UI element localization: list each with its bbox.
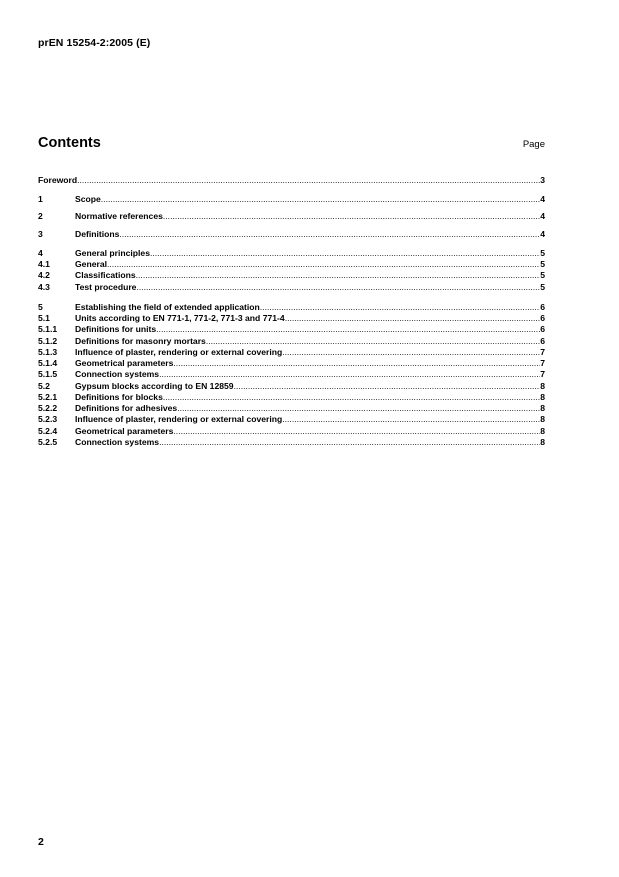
toc-leader (101, 194, 540, 205)
toc-title: Geometrical parameters (75, 426, 174, 436)
toc-leader (282, 414, 540, 425)
toc-entry-5-2-5[interactable] (38, 437, 545, 448)
toc-title: Definitions for adhesives (75, 403, 178, 413)
toc-page: 5 (540, 259, 545, 269)
toc-number: 4.2 (38, 270, 50, 280)
toc-title: Gypsum blocks according to EN 12859 (75, 381, 234, 391)
toc-entry-5-1-3[interactable] (38, 347, 545, 358)
toc-leader (163, 392, 540, 403)
page-number: 2 (38, 836, 44, 848)
toc-number: 5 (38, 302, 43, 312)
toc-number: 4.3 (38, 282, 50, 292)
toc-leader (150, 248, 540, 259)
toc-title: Definitions (75, 229, 120, 239)
toc-page: 7 (540, 347, 545, 357)
toc-leader (206, 336, 540, 347)
toc-number: 4 (38, 248, 43, 258)
toc-entry-4-1[interactable] (38, 259, 545, 270)
toc-page: 8 (540, 414, 545, 424)
toc-title: Foreword (38, 175, 78, 185)
toc-leader (173, 426, 540, 437)
toc-entry-5-1-2[interactable] (38, 336, 545, 347)
toc-entry-5-2-2[interactable] (38, 403, 545, 414)
toc-leader (285, 313, 541, 324)
toc-page: 3 (540, 175, 545, 185)
toc-page: 8 (540, 403, 545, 413)
toc-entry-foreword[interactable] (38, 175, 545, 186)
toc-page: 8 (540, 392, 545, 402)
toc-page: 7 (540, 369, 545, 379)
toc-number: 5.2.4 (38, 426, 58, 436)
toc-leader (163, 211, 540, 222)
toc-entry-5-2[interactable] (38, 381, 545, 392)
page-column-label: Page (522, 139, 545, 150)
toc-number: 3 (38, 229, 43, 239)
toc-page: 6 (540, 302, 545, 312)
toc-number: 4.1 (38, 259, 50, 269)
toc-page: 8 (540, 437, 545, 447)
toc-title: General (75, 259, 108, 269)
toc-entry-4-3[interactable] (38, 282, 545, 293)
toc-entry-4-2[interactable] (38, 270, 545, 281)
toc-page: 4 (540, 229, 545, 239)
toc-leader (282, 347, 540, 358)
toc-entry-5-1-5[interactable] (38, 369, 545, 380)
document-id: prEN 15254-2:2005 (E) (38, 37, 151, 49)
toc-title: Units according to EN 771-1, 771-2, 771-3 and 771-4 (75, 313, 285, 323)
toc-title: Establishing the field of extended application (75, 302, 260, 312)
toc-number: 5.2.2 (38, 403, 58, 413)
toc-leader (173, 358, 540, 369)
toc-leader (234, 381, 541, 392)
toc-page: 5 (540, 282, 545, 292)
toc-page: 4 (540, 194, 545, 204)
toc-page: 8 (540, 381, 545, 391)
toc-leader (177, 403, 540, 414)
toc-number: 5.2.1 (38, 392, 58, 402)
toc-leader (260, 302, 540, 313)
toc-number: 5.1.2 (38, 336, 58, 346)
toc-title: Classifications (75, 270, 136, 280)
toc-entry-4[interactable] (38, 248, 545, 259)
toc-number: 5.1.5 (38, 369, 58, 379)
toc-entry-2[interactable] (38, 211, 545, 222)
toc-number: 5.2 (38, 381, 50, 391)
toc-number: 1 (38, 194, 43, 204)
toc-number: 5.1 (38, 313, 50, 323)
toc-entry-5-1[interactable] (38, 313, 545, 324)
toc-title: Definitions for masonry mortars (75, 336, 206, 346)
toc-title: Definitions for blocks (75, 392, 163, 402)
toc-page: 5 (540, 270, 545, 280)
table-of-contents (38, 0, 545, 877)
contents-heading: Contents (38, 135, 101, 151)
toc-entry-5-1-4[interactable] (38, 358, 545, 369)
toc-number: 5.1.4 (38, 358, 58, 368)
toc-title: Connection systems (75, 369, 160, 379)
toc-number: 2 (38, 211, 43, 221)
toc-title: General principles (75, 248, 150, 258)
toc-page: 4 (540, 211, 545, 221)
toc-page: 6 (540, 324, 545, 334)
toc-leader (107, 259, 540, 270)
toc-page: 6 (540, 336, 545, 346)
toc-page: 5 (540, 248, 545, 258)
toc-title: Geometrical parameters (75, 358, 174, 368)
toc-page: 7 (540, 358, 545, 368)
toc-number: 5.2.5 (38, 437, 58, 447)
toc-leader (159, 437, 540, 448)
toc-number: 5.1.1 (38, 324, 58, 334)
toc-leader (77, 175, 540, 186)
toc-page: 6 (540, 313, 545, 323)
toc-entry-5[interactable] (38, 302, 545, 313)
toc-title: Normative references (75, 211, 163, 221)
toc-leader (136, 282, 540, 293)
toc-entry-5-2-3[interactable] (38, 414, 545, 425)
toc-entry-3[interactable] (38, 229, 545, 240)
toc-number: 5.1.3 (38, 347, 58, 357)
toc-entry-5-1-1[interactable] (38, 324, 545, 335)
toc-leader (119, 229, 540, 240)
toc-page: 8 (540, 426, 545, 436)
toc-entry-5-2-4[interactable] (38, 426, 545, 437)
toc-title: Influence of plaster, rendering or external covering (75, 414, 283, 424)
toc-title: Definitions for units (75, 324, 157, 334)
toc-entry-5-2-1[interactable] (38, 392, 545, 403)
toc-number: 5.2.3 (38, 414, 58, 424)
toc-leader (159, 369, 540, 380)
toc-title: Scope (75, 194, 101, 204)
toc-title: Connection systems (75, 437, 160, 447)
toc-title: Test procedure (75, 282, 137, 292)
toc-leader (156, 324, 540, 335)
toc-leader (136, 270, 541, 281)
toc-entry-1[interactable] (38, 194, 545, 205)
toc-title: Influence of plaster, rendering or external covering (75, 347, 283, 357)
